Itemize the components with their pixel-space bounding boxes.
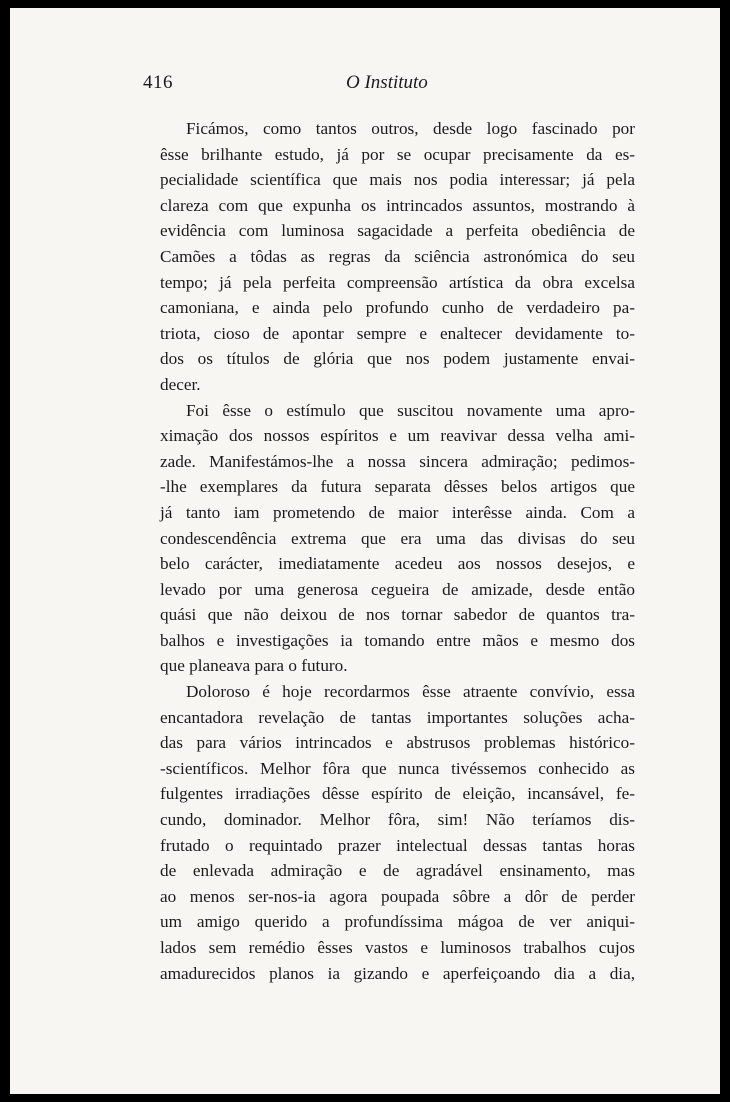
text-line: camoniana, e ainda pelo profundo cunho de verdadeiro pa- <box>160 298 635 318</box>
paragraph-3 <box>160 679 635 986</box>
text-line: zade. Manifestámos-lhe a nossa sincera admiração; pedimos- <box>160 451 635 471</box>
text-line: tempo; já pela perfeita compreensão artística da obra excelsa <box>160 272 635 292</box>
text-line: um amigo querido a profundíssima mágoa de ver aniqui- <box>160 912 635 932</box>
text-line: clareza com que expunha os intrincados assuntos, mostrando à <box>160 195 635 215</box>
text-line: balhos e investigações ia tomando entre mãos e mesmo dos <box>160 630 635 650</box>
text-line: fulgentes irradiações dêsse espírito de eleição, incansável, fe- <box>160 784 635 804</box>
text-line: decer. <box>160 374 201 394</box>
text-line: de enlevada admiração e de agradável ensinamento, mas <box>160 861 635 881</box>
text-line: Camões a tôdas as regras da sciência astronómica do seu <box>160 246 635 266</box>
text-line: belo carácter, imediatamente acedeu aos nossos desejos, e <box>160 554 635 574</box>
text-line: -lhe exemplares da futura separata dêsses belos artigos que <box>160 477 635 497</box>
text-line: encantadora revelação de tantas importantes soluções acha- <box>160 707 635 727</box>
text-line: levado por uma generosa cegueira de amizade, desde então <box>160 579 635 599</box>
text-line: evidência com luminosa sagacidade a perfeita obediência de <box>160 221 635 241</box>
running-title: O Instituto <box>346 72 428 93</box>
text-line: cundo, dominador. Melhor fôra, sim! Não teríamos dis- <box>160 810 635 830</box>
text-line: Ficámos, como tantos outros, desde logo fascinado por <box>186 119 635 138</box>
paragraph-1 <box>160 116 635 398</box>
text-line: amadurecidos planos ia gizando e aperfeiçoando dia a dia, <box>160 963 635 983</box>
page-number: 416 <box>143 72 173 93</box>
scanned-page <box>10 8 720 1094</box>
text-line: dos os títulos de glória que nos podem justamente envai- <box>160 349 635 369</box>
text-line: das para vários intrincados e abstrusos problemas histórico- <box>160 733 635 753</box>
text-line: quási que não deixou de nos tornar sabedor de quantos tra- <box>160 605 635 625</box>
text-line: pecialidade scientífica que mais nos podia interessar; já pela <box>160 170 635 190</box>
text-line: já tanto iam prometendo de maior interêsse ainda. Com a <box>160 502 635 522</box>
page-header <box>10 72 720 102</box>
text-line: Doloroso é hoje recordarmos êsse atraente convívio, essa <box>186 682 635 702</box>
text-line: Foi êsse o estímulo que suscitou novamente uma apro- <box>186 400 635 420</box>
text-line: triota, cioso de apontar sempre e enaltecer devidamente to- <box>160 323 635 343</box>
text-line: ximação dos nossos espíritos e um reavivar dessa velha ami- <box>160 426 635 446</box>
text-line: que planeava para o futuro. <box>160 656 348 676</box>
body-text <box>160 116 635 986</box>
text-line: êsse brilhante estudo, já por se ocupar precisamente da es- <box>160 144 635 164</box>
text-line: frutado o requintado prazer intelectual dessas tantas horas <box>160 835 635 855</box>
paragraph-2 <box>160 398 635 680</box>
text-line: condescendência extrema que era uma das divisas do seu <box>160 528 635 548</box>
text-line: lados sem remédio êsses vastos e luminosos trabalhos cujos <box>160 938 635 957</box>
text-line: -scientíficos. Melhor fôra que nunca tivéssemos conhecido as <box>160 758 635 778</box>
text-line: ao menos ser-nos-ia agora poupada sôbre a dôr de perder <box>160 886 635 906</box>
